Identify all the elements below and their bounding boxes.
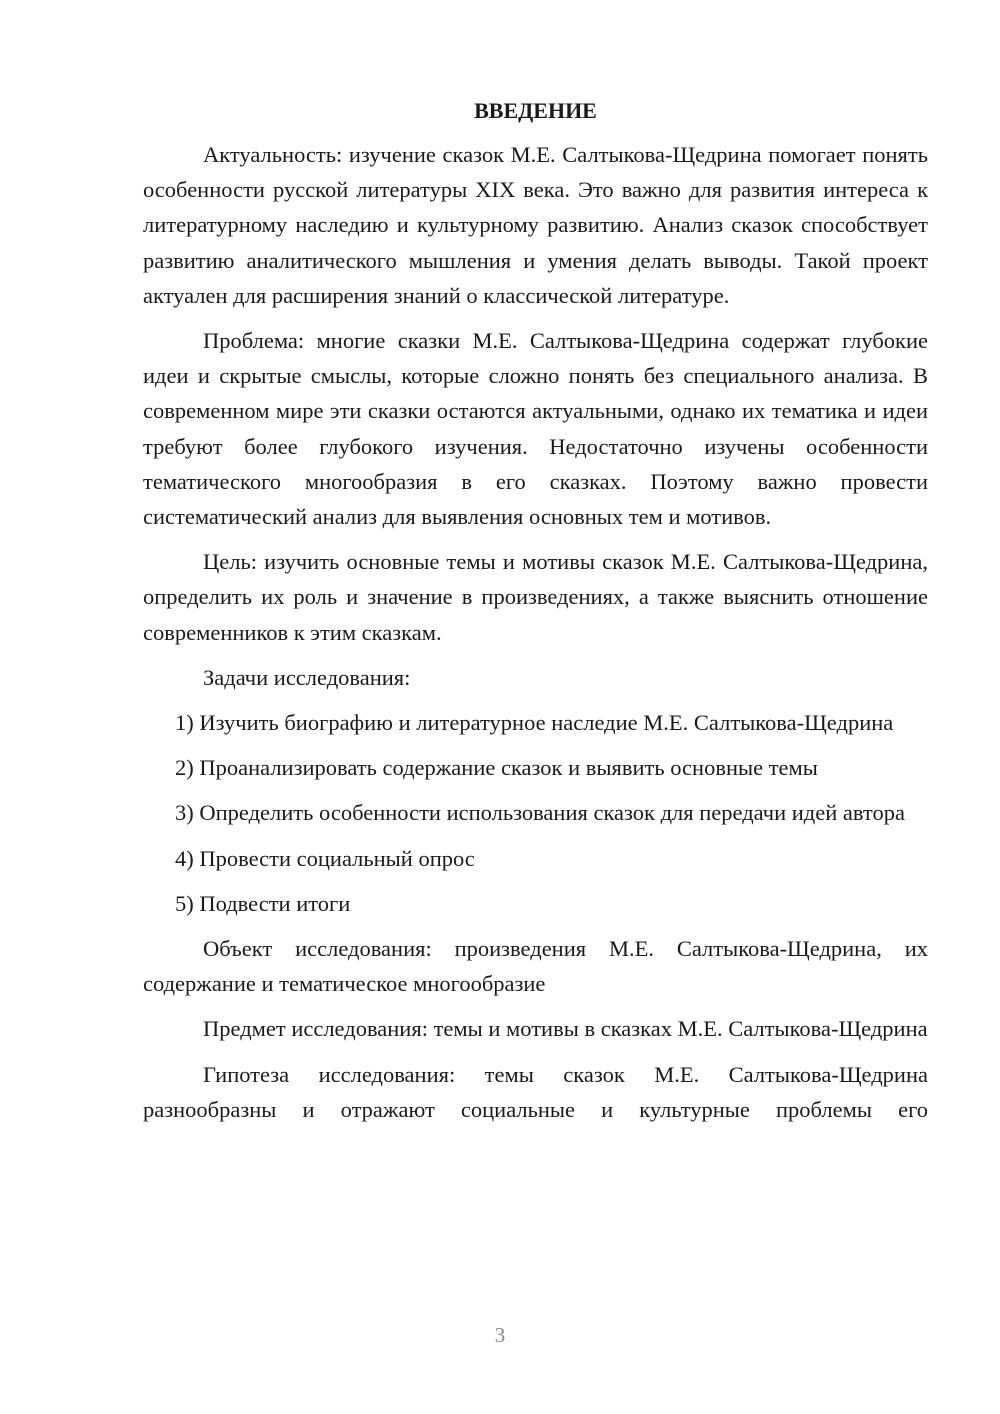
section-title: ВВЕДЕНИЕ bbox=[474, 98, 597, 123]
page-number: 3 bbox=[494, 1323, 506, 1347]
hypothesis-paragraph: Гипотеза исследования: темы сказок М.Е. Салтыкова-Щедрина разнообразны и отражают социальные и культурные проблемы его bbox=[143, 1061, 928, 1122]
task-item: 4) Провести социальный опрос bbox=[175, 845, 475, 871]
subject-paragraph: Предмет исследования: темы и мотивы в сказках М.Е. Салтыкова-Щедрина bbox=[203, 1016, 928, 1042]
object-paragraph: Объект исследования: произведения М.Е. Салтыкова-Щедрина, их содержание и тематическое многообразие bbox=[143, 936, 928, 997]
relevance-paragraph: Актуальность: изучение сказок М.Е. Салтыкова-Щедрина помогает понять особенности русской литературы XIX века. Это важно для развития интереса к литературному наследию и культурному развитию. Анализ сказок способствует развитию аналитического мышления и умения делать выводы. Такой проект актуален для расширения знаний о классической литературе. bbox=[143, 142, 928, 308]
tasks-heading: Задачи исследования: bbox=[203, 664, 411, 690]
page-content bbox=[143, 94, 928, 1127]
task-item: 5) Подвести итоги bbox=[175, 890, 351, 916]
task-item: 3) Определить особенности использования сказок для передачи идей автора bbox=[175, 800, 905, 826]
task-item: 1) Изучить биографию и литературное наследие М.Е. Салтыкова-Щедрина bbox=[175, 710, 894, 736]
goal-paragraph: Цель: изучить основные темы и мотивы сказок М.Е. Салтыкова-Щедрина, определить их роль и значение в произведениях, а также выяснить отношение современников к этим сказкам. bbox=[143, 549, 928, 645]
problem-paragraph: Проблема: многие сказки М.Е. Салтыкова-Щедрина содержат глубокие идеи и скрытые смыслы, которые сложно понять без специального анализа. В современном мире эти сказки остаются актуальными, однако их тематика и идеи требуют более глубокого изучения. Недостаточно изучены особенности тематического многообразия в его сказках. Поэтому важно провести систематический анализ для выявления основных тем и мотивов. bbox=[143, 328, 928, 530]
task-item: 2) Проанализировать содержание сказок и выявить основные темы bbox=[175, 755, 818, 781]
